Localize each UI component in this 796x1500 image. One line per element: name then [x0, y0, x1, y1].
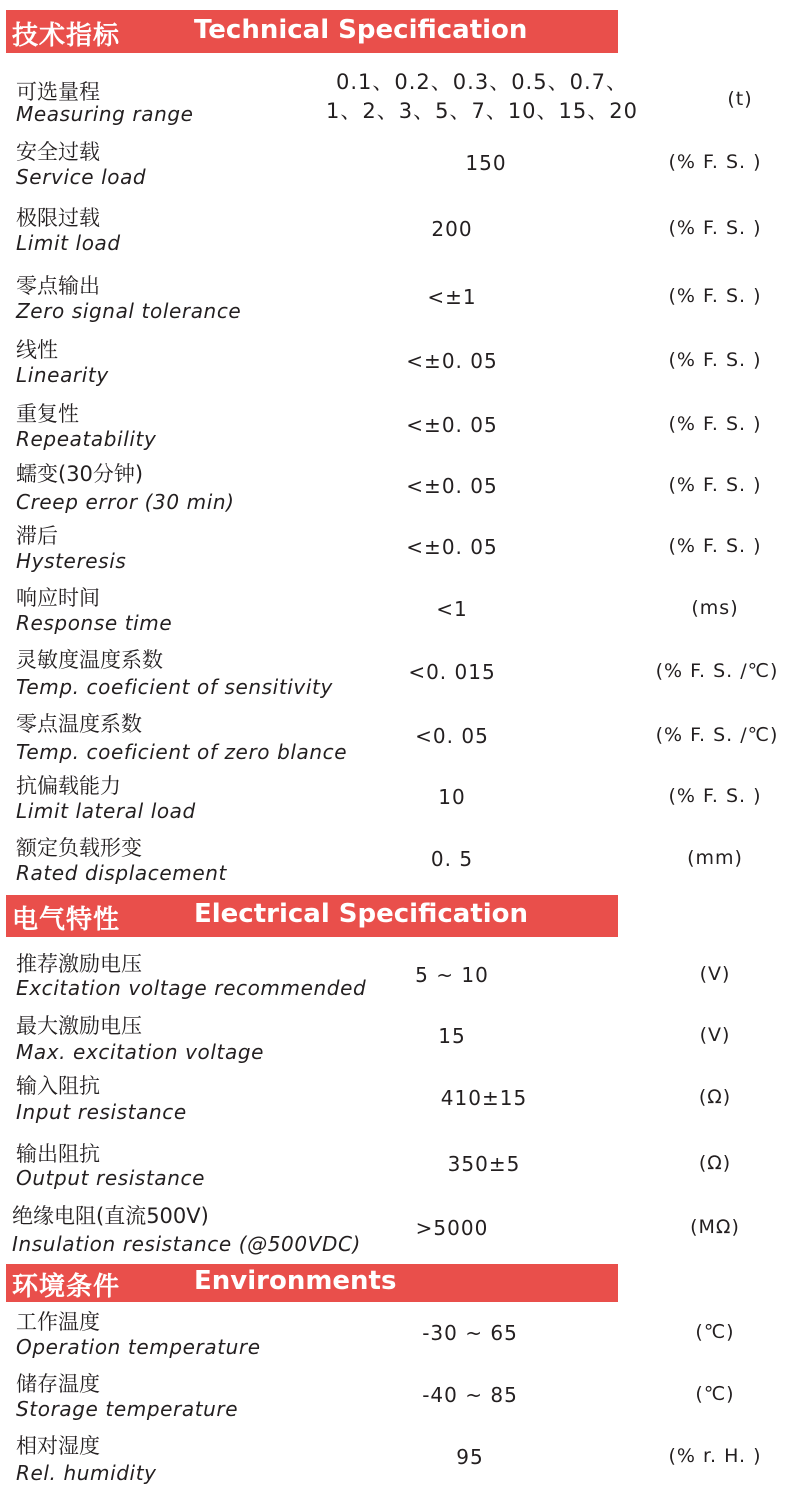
section-title-en: Technical Specification: [194, 15, 528, 45]
spec-unit: (℃): [695, 1383, 735, 1405]
spec-value: 95: [456, 1445, 484, 1469]
spec-label-cn: 抗偏载能力: [16, 774, 121, 798]
spec-unit: (MΩ): [690, 1216, 740, 1238]
spec-label-cn: 安全过载: [16, 140, 100, 164]
spec-label-cn: 最大激励电压: [16, 1014, 142, 1038]
spec-value: -40 ~ 85: [422, 1383, 518, 1407]
spec-label-en: Max. excitation voltage: [16, 1040, 265, 1064]
spec-label-cn: 灵敏度温度系数: [16, 648, 163, 672]
spec-value: 150: [465, 151, 507, 175]
spec-label-cn: 响应时间: [16, 586, 100, 610]
section-header-technical: [6, 10, 618, 53]
spec-unit: (% F. S. ): [668, 217, 762, 239]
spec-unit: (% F. S. /℃): [655, 724, 779, 746]
spec-label-cn: 线性: [16, 338, 58, 362]
spec-label-en: Limit load: [16, 231, 121, 255]
spec-unit: (% F. S. ): [668, 785, 762, 807]
spec-value-line: 1、2、3、5、7、10、15、20: [326, 99, 638, 123]
section-title-cn: 环境条件: [12, 1272, 121, 1302]
spec-value: -30 ~ 65: [422, 1321, 518, 1345]
spec-label-en: Measuring range: [16, 102, 194, 126]
spec-label-en: Zero signal tolerance: [16, 299, 242, 323]
spec-unit: (t): [727, 88, 753, 110]
spec-unit: (% r. H. ): [668, 1445, 762, 1467]
spec-label-en: Repeatability: [16, 427, 157, 451]
spec-value-line: 0.1、0.2、0.3、0.5、0.7、: [336, 70, 628, 94]
spec-label-en: Limit lateral load: [16, 799, 196, 823]
spec-label-cn: 极限过载: [16, 206, 100, 230]
spec-label-cn: 滞后: [16, 524, 58, 548]
spec-value: 5 ~ 10: [415, 963, 489, 987]
spec-value: 0. 5: [430, 847, 474, 871]
spec-label-en: Storage temperature: [16, 1397, 239, 1421]
spec-unit: (Ω): [698, 1086, 732, 1108]
spec-label-en: Rated displacement: [16, 861, 227, 885]
spec-value: 10: [438, 785, 466, 809]
spec-unit: (V): [699, 963, 731, 985]
spec-unit: (mm): [687, 847, 743, 869]
spec-label-en: Linearity: [16, 363, 109, 387]
spec-unit: (% F. S. ): [668, 535, 762, 557]
spec-label-cn: 绝缘电阻(直流500V): [12, 1204, 209, 1228]
spec-label-cn: 推荐激励电压: [16, 952, 142, 976]
spec-label-en: Rel. humidity: [16, 1461, 157, 1485]
spec-unit: (V): [699, 1024, 731, 1046]
section-title-cn: 技术指标: [12, 21, 121, 51]
spec-label-en: Excitation voltage recommended: [16, 976, 367, 1000]
spec-label-cn: 输出阻抗: [16, 1142, 100, 1166]
spec-value: <0. 015: [408, 660, 496, 684]
spec-value: >5000: [415, 1216, 489, 1240]
spec-unit: (ms): [691, 597, 739, 619]
spec-unit: (% F. S. ): [668, 285, 762, 307]
spec-unit: (% F. S. ): [668, 349, 762, 371]
spec-value: 350±5: [447, 1152, 521, 1176]
spec-unit: (℃): [695, 1321, 735, 1343]
spec-label-en: Input resistance: [16, 1100, 187, 1124]
spec-value: 15: [438, 1024, 466, 1048]
spec-value: 410±15: [440, 1086, 528, 1110]
spec-label-cn: 可选量程: [16, 80, 100, 104]
spec-value: <±0. 05: [406, 474, 498, 498]
spec-label-cn: 蠕变(30分钟): [16, 462, 144, 486]
section-header-electrical: [6, 895, 618, 937]
spec-unit: (% F. S. ): [668, 474, 762, 496]
spec-value: <±1: [427, 285, 477, 309]
spec-value: <1: [436, 597, 468, 621]
spec-label-cn: 相对湿度: [16, 1434, 100, 1458]
spec-unit: (Ω): [698, 1152, 732, 1174]
spec-label-en: Output resistance: [16, 1166, 206, 1190]
spec-label-en: Operation temperature: [16, 1335, 261, 1359]
spec-value: <±0. 05: [406, 535, 498, 559]
spec-value: <±0. 05: [406, 413, 498, 437]
spec-label-cn: 零点输出: [16, 274, 100, 298]
spec-value: <±0. 05: [406, 349, 498, 373]
spec-value: [312, 68, 652, 126]
spec-label-en: Response time: [16, 611, 173, 635]
spec-label-cn: 工作温度: [16, 1310, 100, 1334]
section-title-cn: 电气特性: [12, 905, 121, 935]
spec-value: <0. 05: [415, 724, 489, 748]
spec-value: 200: [431, 217, 473, 241]
spec-unit: (% F. S. ): [668, 413, 762, 435]
spec-label-en: Service load: [16, 165, 147, 189]
spec-label-en: Creep error (30 min): [16, 490, 235, 514]
spec-label-en: Insulation resistance (@500VDC): [12, 1232, 361, 1256]
spec-label-en: Temp. coeficient of sensitivity: [16, 675, 333, 699]
spec-label-cn: 零点温度系数: [16, 712, 142, 736]
spec-label-cn: 输入阻抗: [16, 1074, 100, 1098]
spec-label-en: Temp. coeficient of zero blance: [16, 740, 348, 764]
spec-label-cn: 额定负载形变: [16, 836, 142, 860]
section-header-environments: [6, 1264, 618, 1302]
spec-label-cn: 储存温度: [16, 1372, 100, 1396]
spec-unit: (% F. S. ): [668, 151, 762, 173]
section-title-en: Environments: [194, 1266, 397, 1296]
spec-label-en: Hysteresis: [16, 549, 127, 573]
section-title-en: Electrical Specification: [194, 899, 529, 929]
spec-unit: (% F. S. /℃): [655, 660, 779, 682]
spec-label-cn: 重复性: [16, 402, 79, 426]
